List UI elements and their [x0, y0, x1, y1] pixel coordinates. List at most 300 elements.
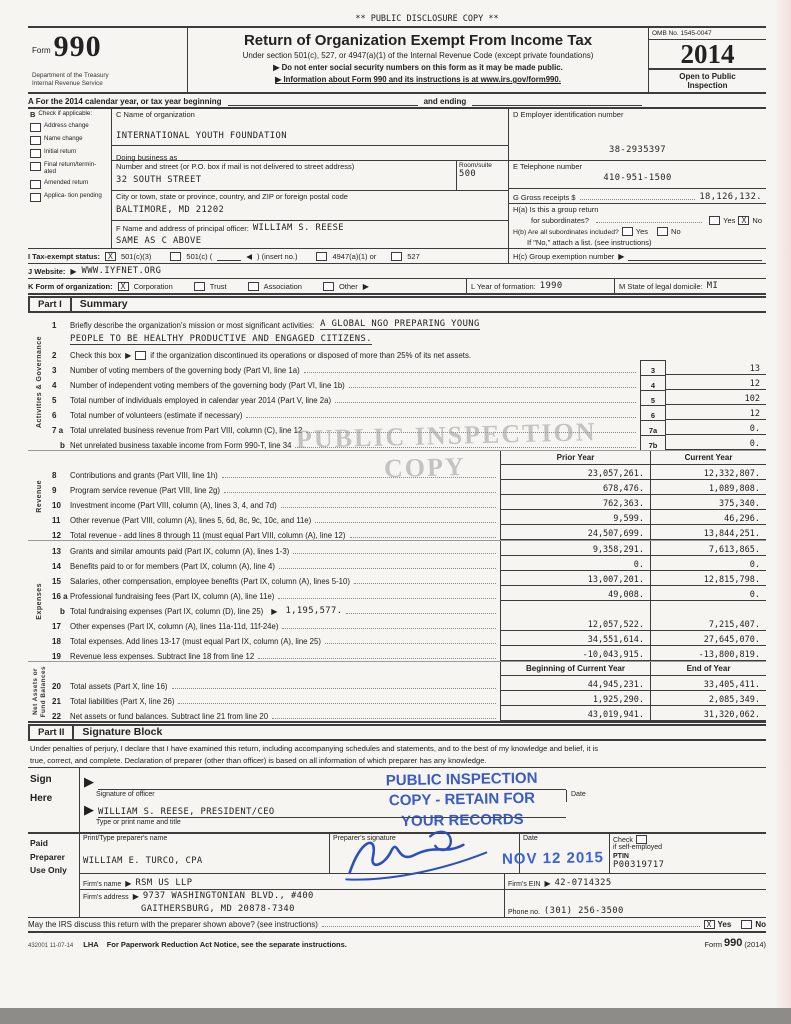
paperwork-notice: For Paperwork Reduction Act Notice, see the separate instructions. — [106, 940, 347, 950]
address-change-label: Address change — [44, 122, 89, 130]
arrow-icon: ▶ — [125, 351, 132, 361]
line-a — [28, 94, 766, 109]
website-value[interactable]: WWW.IYFNET.ORG — [81, 266, 162, 277]
final-return-label: Final return/termin- ated — [44, 161, 97, 176]
ha-yes-checkbox[interactable] — [709, 216, 720, 225]
line7a-value: 0. — [666, 423, 766, 435]
501c3-checkbox[interactable]: X — [105, 252, 116, 261]
self-employed-checkbox[interactable] — [636, 835, 647, 844]
arrow-icon: ▶ — [275, 75, 282, 84]
initial-return-label: Initial return — [44, 148, 77, 156]
firm-address-label: Firm's address — [83, 894, 129, 902]
date-received-stamp: NOV 12 2015 — [501, 849, 605, 869]
line20-no: 20 — [52, 682, 61, 692]
may-irs-row — [28, 918, 766, 933]
firm-address-2: GAITHERSBURG, MD 20878-7340 — [141, 904, 295, 915]
form-number-block — [28, 28, 188, 92]
ha-label: H(a) Is this a group return — [513, 205, 599, 215]
check-label: Check — [613, 837, 633, 845]
hb-label: H(b) Are all subordinates included? — [513, 229, 619, 237]
501c-checkbox[interactable] — [170, 252, 181, 261]
line14-label: Benefits paid to or for members (Part IX, column (A), line 4) — [70, 562, 275, 572]
gross-receipts-value[interactable]: 18,126,132. — [699, 192, 762, 203]
line4-no: 4 — [52, 381, 57, 391]
lha-label: LHA — [83, 940, 99, 950]
line2-label-1: Check this box — [70, 351, 122, 361]
part2-heading: Signature Block — [82, 726, 163, 739]
form-title: Return of Organization Exempt From Income Tax — [243, 32, 593, 49]
org-name-value[interactable]: INTERNATIONAL YOUTH FOUNDATION — [116, 131, 287, 142]
ptin-value: P00319717 — [613, 860, 665, 871]
trust-label: Trust — [209, 282, 227, 292]
line12-label: Total revenue - add lines 8 through 11 (must equal Part VIII, column (A), line 12) — [70, 531, 346, 541]
phone-value[interactable]: 410-951-1500 — [603, 173, 672, 184]
line9-current: 1,089,808. — [651, 483, 766, 495]
omb-number: OMB No. 1545-0047 — [649, 28, 766, 40]
dotted-leader — [295, 446, 636, 448]
line16a-label: Professional fundraising fees (Part IX, column (A), line 11e) — [70, 592, 275, 602]
trust-checkbox[interactable] — [194, 282, 205, 291]
address-change-checkbox[interactable] — [30, 123, 41, 132]
line17-no: 17 — [52, 622, 61, 632]
hb-note: If "No," attach a list. (see instructions) — [527, 238, 652, 248]
part2-bar — [28, 724, 766, 741]
final-return-checkbox[interactable] — [30, 162, 41, 171]
line10-current: 375,340. — [651, 498, 766, 510]
line11-current: 46,296. — [651, 513, 766, 525]
hb-yes-checkbox[interactable] — [622, 227, 633, 236]
line13-prior: 9,358,291. — [501, 544, 650, 556]
room-suite-value[interactable]: 500 — [459, 169, 477, 180]
group-exemption-field[interactable] — [628, 251, 762, 261]
line21-no: 21 — [52, 697, 61, 707]
line16b-label: Total fundraising expenses (Part IX, column (D), line 25) — [70, 607, 264, 617]
name-change-label: Name change — [44, 135, 83, 143]
line7b-no: b — [60, 441, 65, 451]
public-disclosure-banner: ** PUBLIC DISCLOSURE COPY ** — [355, 14, 499, 24]
dotted-leader — [325, 642, 496, 644]
dotted-leader — [322, 925, 700, 927]
initial-return-checkbox[interactable] — [30, 149, 41, 158]
line3-no: 3 — [52, 366, 57, 376]
firm-name-label: Firm's name — [83, 881, 122, 889]
line21-end: 2,085,349. — [651, 694, 766, 706]
side-label-revenue: Revenue — [35, 479, 43, 513]
line3-label: Number of voting members of the governing body (Part VI, line 1a) — [70, 366, 300, 376]
line16b-no: b — [60, 607, 65, 617]
line3-box: 3 — [640, 360, 666, 375]
line13-current: 7,613,865. — [651, 544, 766, 556]
ein-value[interactable]: 38-2935397 — [609, 145, 666, 156]
form-990-page — [28, 10, 766, 953]
domicile-label: M State of legal domicile: — [619, 282, 703, 292]
corporation-label: Corporation — [133, 282, 173, 292]
arrow-icon: ▶ — [70, 267, 77, 277]
line9-label: Program service revenue (Part VIII, line 2g) — [70, 486, 220, 496]
line4-value: 12 — [666, 378, 766, 390]
line15-prior: 13,007,201. — [501, 574, 650, 586]
line6-label: Total number of volunteers (estimate if necessary) — [70, 411, 243, 421]
arrow-icon: ▶ — [132, 892, 139, 902]
line5-value: 102 — [666, 393, 766, 405]
line6-no: 6 — [52, 411, 57, 421]
c-org-column — [112, 109, 508, 248]
dotted-leader — [278, 597, 496, 599]
paid-preparer-block — [28, 834, 766, 918]
b-caption: Check if applicable: — [38, 110, 93, 118]
principal-officer-value[interactable]: WILLIAM S. REESE — [252, 223, 344, 234]
527-checkbox[interactable] — [391, 252, 402, 261]
footer-form-year: (2014) — [744, 940, 766, 950]
d-ein-column — [508, 109, 766, 248]
association-label: Association — [263, 282, 302, 292]
irs-label: Internal Revenue Service — [32, 79, 103, 87]
line7b-label: Net unrelated business taxable income from Form 990-T, line 34 — [70, 441, 292, 451]
preparer-name-value: WILLIAM E. TURCO, CPA — [83, 856, 203, 867]
instructions-note: Information about Form 990 and its instructions is at www.irs.gov/form990. — [283, 75, 561, 84]
dotted-leader — [580, 198, 696, 200]
side-label-net-assets-1: Net Assets or — [31, 668, 39, 716]
line20-label: Total assets (Part X, line 16) — [70, 682, 168, 692]
dotted-leader — [349, 386, 636, 388]
dotted-leader — [272, 717, 496, 719]
dotted-leader — [306, 431, 636, 433]
part1-summary — [28, 313, 766, 723]
scan-edge-band — [0, 1008, 791, 1024]
mission-text-2: PEOPLE TO BE HEALTHY PRODUCTIVE AND ENGAGED CITIZENS. — [70, 334, 372, 345]
line5-label: Total number of individuals employed in calendar year 2014 (Part V, line 2a) — [70, 396, 332, 406]
preparer-name-label: Print/Type preparer's name — [83, 835, 168, 843]
dotted-leader — [224, 491, 496, 493]
governance-section — [28, 313, 766, 451]
line10-prior: 762,363. — [501, 498, 650, 510]
room-suite-label: Room/suite — [459, 162, 492, 170]
prior-year-header: Prior Year — [500, 451, 650, 465]
line18-prior: 34,551,614. — [501, 634, 650, 646]
line2-no: 2 — [52, 351, 57, 361]
line17-current: 7,215,407. — [651, 619, 766, 631]
arrow-icon: ▶ — [84, 802, 94, 818]
perjury-statement: Under penalties of perjury, I declare that I have examined this return, including accompanying schedules and statements, and to the best of my knowledge and belief, it is true, correct, and complete. Declaration of preparer (other than officer) is based on all information of which preparer has any knowledge. — [28, 741, 766, 768]
same-as-c-above: SAME AS C ABOVE — [116, 236, 202, 247]
dotted-leader — [258, 657, 496, 659]
line13-label: Grants and similar amounts paid (Part IX, column (A), lines 1-3) — [70, 547, 290, 557]
line8-no: 8 — [52, 471, 57, 481]
part2-label: Part II — [28, 726, 74, 739]
line16a-prior: 49,008. — [501, 589, 650, 601]
dotted-leader — [282, 627, 496, 629]
officer-name-title: WILLIAM S. REESE, PRESIDENT/CEO — [98, 807, 566, 818]
line22-no: 22 — [52, 712, 61, 722]
form-footer — [28, 933, 766, 953]
line1-no: 1 — [52, 321, 57, 331]
line11-prior: 9,599. — [501, 513, 650, 525]
city-label: City or town, state or province, country, and ZIP or foreign postal code — [116, 192, 348, 202]
phone-label: E Telephone number — [513, 162, 583, 172]
hb-no-label: No — [671, 227, 681, 237]
line6-value: 12 — [666, 408, 766, 420]
form-subtitle: Under section 501(c), 527, or 4947(a)(1) of the Internal Revenue Code (except private foundations) — [242, 51, 594, 60]
4947-label: 4947(a)(1) or — [332, 252, 377, 262]
name-change-checkbox[interactable] — [30, 136, 41, 145]
application-pending-label: Applica- tion pending — [44, 191, 102, 199]
association-checkbox[interactable] — [248, 282, 259, 291]
line15-no: 15 — [52, 577, 61, 587]
arrow-icon: ▶ — [618, 252, 625, 262]
may-irs-yes-checkbox[interactable]: X — [704, 920, 715, 929]
sign-here-block — [28, 768, 766, 834]
org-form-row — [28, 279, 766, 295]
footer-code: 432001 11-07-14 — [28, 943, 74, 950]
arrow-icon: ▶ — [362, 282, 369, 292]
phone-no-label: Phone no. — [508, 909, 540, 917]
dotted-leader — [281, 506, 496, 508]
arrow-icon: ▶ — [84, 774, 94, 790]
may-irs-label: May the IRS discuss this return with the preparer shown above? (see instructions) — [28, 920, 318, 930]
dotted-leader — [178, 702, 496, 704]
other-checkbox[interactable] — [323, 282, 334, 291]
dotted-leader — [279, 567, 496, 569]
line17-prior: 12,057,522. — [501, 619, 650, 631]
firm-ein-label: Firm's EIN — [508, 881, 541, 889]
preparer-signature-label: Preparer's signature — [333, 835, 396, 843]
dotted-leader — [315, 521, 496, 523]
self-employed-label: if self-employed — [613, 844, 663, 852]
paid-word: Paid — [30, 838, 48, 849]
firm-name-value: RSM US LLP — [135, 878, 193, 889]
line20-end: 33,405,411. — [651, 679, 766, 691]
line7a-no: 7 a — [52, 426, 64, 436]
line14-prior: 0. — [501, 559, 650, 571]
revenue-section — [28, 451, 766, 541]
line10-label: Investment income (Part VIII, column (A), lines 3, 4, and 7d) — [70, 501, 277, 511]
org-info-block — [28, 109, 766, 249]
open-to-public-1: Open to Public — [679, 72, 736, 82]
website-row — [28, 264, 766, 279]
beginning-year-header: Beginning of Current Year — [500, 662, 650, 676]
line15-current: 12,815,798. — [651, 574, 766, 586]
dotted-leader — [293, 552, 496, 554]
ha-no-checkbox[interactable]: X — [738, 216, 749, 225]
part1-bar — [28, 296, 766, 313]
type-print-label: Type or print name and title — [96, 819, 181, 827]
line16b-amount: 1,195,577. — [285, 606, 343, 617]
discontinued-checkbox[interactable] — [135, 351, 146, 360]
other-label: Other — [338, 282, 358, 292]
dotted-leader — [335, 401, 636, 403]
line4-label: Number of independent voting members of the governing body (Part VI, line 1b) — [70, 381, 345, 391]
end-year-header: End of Year — [650, 662, 766, 676]
form-number: 990 — [53, 30, 102, 63]
line8-label: Contributions and grants (Part VIII, line 1h) — [70, 471, 218, 481]
corporation-checkbox[interactable]: X — [118, 282, 129, 291]
tax-year-begin-field[interactable] — [228, 96, 418, 106]
line2-label-2: if the organization discontinued its operations or disposed of more than 25% of its net assets. — [150, 351, 472, 361]
form-header — [28, 26, 766, 94]
dotted-leader — [246, 416, 636, 418]
line13-no: 13 — [52, 547, 61, 557]
may-irs-yes-label: Yes — [717, 920, 732, 930]
tax-exempt-row — [28, 249, 766, 264]
arrow-icon: ▶ — [271, 607, 278, 617]
line9-prior: 678,476. — [501, 483, 650, 495]
line10-no: 10 — [52, 501, 61, 511]
line7b-value: 0. — [666, 438, 766, 450]
form-title-block — [188, 28, 648, 92]
amended-return-checkbox[interactable] — [30, 180, 41, 189]
line8-prior: 23,057,261. — [501, 468, 650, 480]
line12-prior: 24,507,699. — [501, 528, 650, 540]
may-irs-no-checkbox[interactable] — [741, 920, 752, 929]
form-word: Form — [32, 46, 51, 55]
city-value[interactable]: BALTIMORE, MD 21202 — [116, 205, 225, 216]
signature-of-officer-label: Signature of officer — [96, 791, 155, 799]
gross-receipts-label: G Gross receipts $ — [513, 193, 576, 203]
left-arrow-icon: ◀ — [246, 252, 253, 262]
line19-no: 19 — [52, 652, 61, 662]
principal-officer-label: F Name and address of principal officer: — [116, 224, 249, 234]
line8-current: 12,332,807. — [651, 468, 766, 480]
expenses-section — [28, 541, 766, 662]
omb-year-block — [648, 28, 766, 92]
line19-label: Revenue less expenses. Subtract line 18 from line 12 — [70, 652, 255, 662]
ein-label: D Employer identification number — [513, 110, 624, 120]
application-pending-checkbox[interactable] — [30, 193, 41, 202]
firm-ein-value: 42-0714325 — [554, 878, 612, 889]
preparer-date-label: Date — [523, 835, 538, 843]
tax-year-end-field[interactable] — [472, 96, 642, 106]
line11-no: 11 — [52, 516, 61, 526]
here-word: Here — [30, 793, 53, 805]
line20-begin: 44,945,231. — [501, 679, 650, 691]
dotted-leader — [222, 476, 496, 478]
amended-return-label: Amended return — [44, 178, 89, 186]
line21-begin: 1,925,290. — [501, 694, 650, 706]
ha-no-label: No — [752, 216, 762, 226]
line22-end: 31,320,062. — [651, 709, 766, 721]
org-name-label: C Name of organization — [116, 110, 195, 120]
line15-label: Salaries, other compensation, employee benefits (Part IX, column (A), lines 5-10) — [70, 577, 350, 587]
arrow-icon: ▶ — [273, 63, 280, 72]
year-formation-label: L Year of formation: — [471, 282, 536, 292]
line17-label: Other expenses (Part IX, column (A), lines 11a-11d, 11f-24e) — [70, 622, 279, 632]
watermark-public-inspection: PUBLIC INSPECTION — [295, 417, 597, 455]
line7b-box: 7b — [640, 435, 666, 450]
open-to-public-2: Inspection — [687, 81, 728, 91]
net-assets-section — [28, 662, 766, 723]
line7a-box: 7a — [640, 420, 666, 435]
ptin-label: PTIN — [613, 853, 629, 861]
current-year-header: Current Year — [650, 451, 766, 465]
hc-label: H(c) Group exemption number — [513, 252, 615, 262]
phone-no-value: (301) 256-3500 — [543, 906, 624, 917]
dotted-leader — [304, 371, 636, 373]
line14-no: 14 — [52, 562, 61, 572]
line14-current: 0. — [651, 559, 766, 571]
mission-text-1: A GLOBAL NGO PREPARING YOUNG — [320, 319, 480, 330]
part1-heading: Summary — [79, 298, 128, 311]
line21-label: Total liabilities (Part X, line 26) — [70, 697, 175, 707]
line5-box: 5 — [640, 390, 666, 405]
org-form-label: K Form of organization: — [28, 282, 113, 292]
sign-word: Sign — [30, 774, 52, 786]
arrow-icon: ▶ — [544, 879, 551, 889]
line12-no: 12 — [52, 531, 61, 541]
line18-current: 27,645,070. — [651, 634, 766, 646]
insert-no-field[interactable] — [217, 251, 241, 261]
footer-form-word: Form — [704, 940, 722, 950]
arrow-icon: ▶ — [125, 879, 132, 889]
line7a-label: Total unrelated business revenue from Part VIII, column (C), line 12 — [70, 426, 303, 436]
line9-no: 9 — [52, 486, 57, 496]
501c3-label: 501(c)(3) — [120, 252, 152, 262]
line1-label: Briefly describe the organization's mission or most significant activities: — [70, 321, 315, 331]
firm-address-1: 9737 WASHINGTONIAN BLVD., #400 — [142, 891, 314, 902]
tax-exempt-label: I Tax-exempt status: — [28, 252, 100, 262]
insert-no-label: ) (insert no.) — [257, 252, 298, 262]
side-label-net-assets-2: Fund Balances — [39, 666, 47, 718]
line22-begin: 43,019,941. — [501, 709, 650, 721]
line19-prior: -10,043,915. — [501, 649, 650, 661]
line3-value: 13 — [666, 363, 766, 375]
line22-label: Net assets or fund balances. Subtract line 21 from line 20 — [70, 712, 269, 722]
street-label: Number and street (or P.O. box if mail is not delivered to street address) — [116, 162, 355, 172]
501c-label: 501(c) ( — [186, 252, 213, 262]
line19-current: -13,800,819. — [651, 649, 766, 661]
side-label-expenses: Expenses — [35, 583, 43, 620]
dept-treasury: Department of the Treasury — [32, 72, 109, 79]
dotted-leader — [596, 221, 702, 223]
527-label: 527 — [407, 252, 420, 262]
dotted-leader — [346, 612, 496, 614]
may-irs-no-label: No — [755, 920, 766, 930]
line16a-no: 16 a — [52, 592, 68, 602]
and-ending-label: and ending — [423, 97, 467, 107]
part1-label: Part I — [28, 298, 72, 311]
dotted-leader — [354, 582, 496, 584]
side-label-governance: Activities & Governance — [35, 335, 43, 428]
line11-label: Other revenue (Part VIII, column (A), lines 5, 6d, 8c, 9c, 10c, and 11e) — [70, 516, 312, 526]
tax-year: 2014 — [649, 40, 766, 70]
preparer-word: Preparer — [30, 851, 65, 862]
line-a-label: A For the 2014 calendar year, or tax year beginning — [28, 97, 222, 107]
ha-yes-label: Yes — [723, 216, 736, 226]
line18-label: Total expenses. Add lines 13-17 (must equal Part IX, column (A), line 25) — [70, 637, 321, 647]
website-label: J Website: — [28, 267, 66, 277]
street-value[interactable]: 32 SOUTH STREET — [116, 175, 202, 186]
domicile-value[interactable]: MI — [706, 281, 719, 292]
line4-box: 4 — [640, 375, 666, 390]
line16a-current: 0. — [651, 589, 766, 601]
ssn-warning: Do not enter social security numbers on this form as it may be made public. — [281, 63, 563, 72]
hb-no-checkbox[interactable] — [657, 227, 668, 236]
dotted-leader — [350, 536, 497, 538]
footer-form-number: 990 — [723, 937, 743, 950]
dotted-leader — [172, 687, 496, 689]
watermark-copy: COPY — [383, 452, 467, 484]
line12-current: 13,844,251. — [651, 528, 766, 540]
dba-label: Doing business as — [116, 153, 178, 163]
b-check-column — [28, 109, 112, 248]
b-letter: B — [30, 110, 36, 120]
officer-date-label: Date — [566, 790, 766, 802]
year-formation-value[interactable]: 1990 — [539, 281, 563, 292]
4947-checkbox[interactable] — [316, 252, 327, 261]
line5-no: 5 — [52, 396, 57, 406]
line6-box: 6 — [640, 405, 666, 420]
line18-no: 18 — [52, 637, 61, 647]
ha-label2: for subordinates? — [531, 216, 589, 226]
